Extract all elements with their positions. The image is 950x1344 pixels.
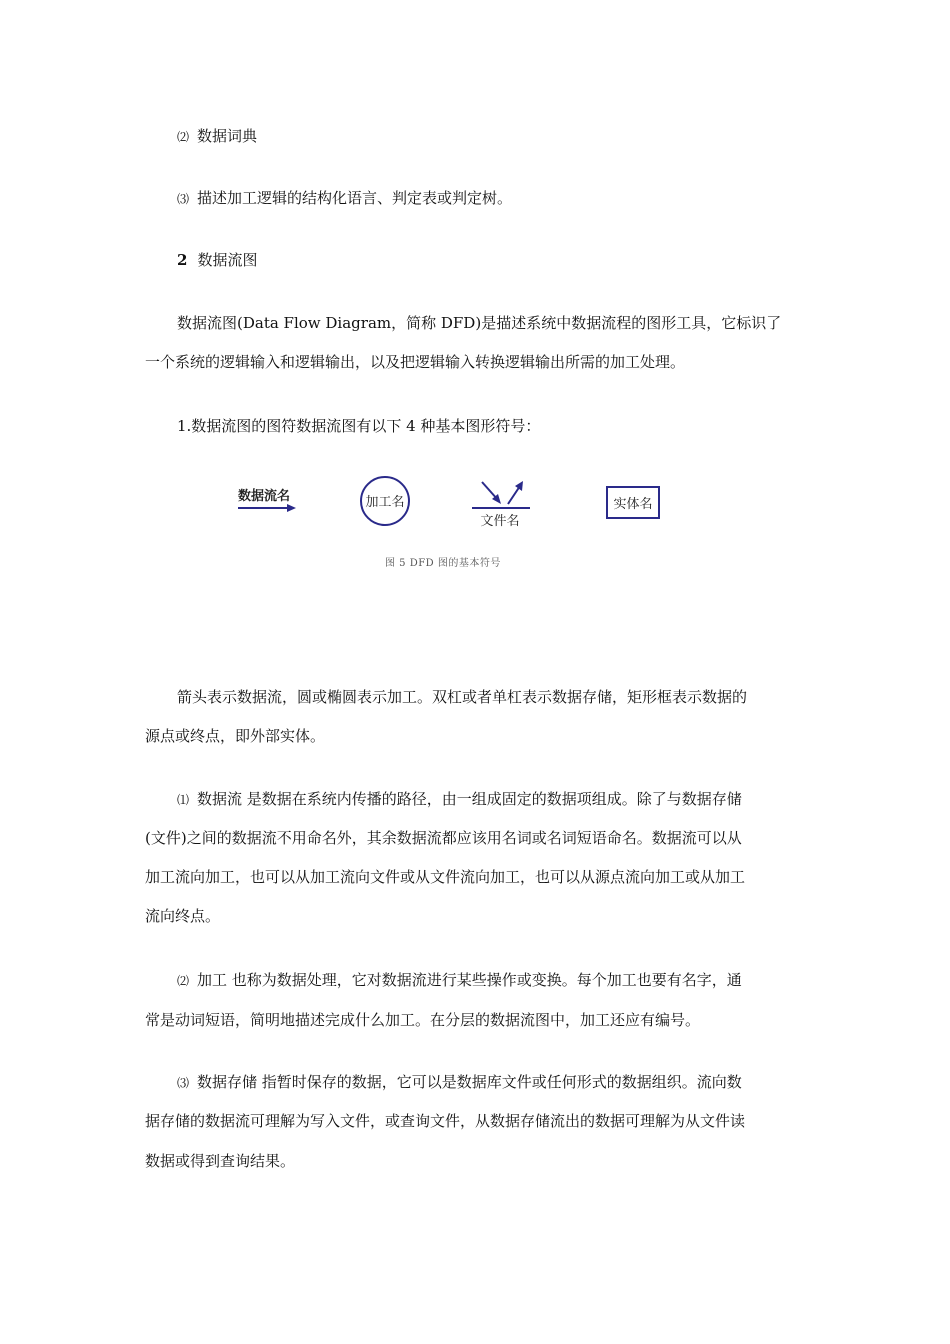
- list-item-text: 描述加工逻辑的结构化语言、判定表或判定树。: [197, 189, 513, 207]
- section-heading: [177, 250, 257, 270]
- file-out-arrow-line: [508, 486, 520, 504]
- intro-line-2: 一个系统的逻辑输入和逻辑输出，以及把逻辑输入转换逻辑输出所需的加工处理。: [145, 353, 686, 371]
- process-label: 加工名: [365, 494, 405, 509]
- explain-line-2: 源点或终点，即外部实体。: [145, 727, 326, 745]
- p2-line-2: 常是动词短语，简明地描述完成什么加工。在分层的数据流图中，加工还应有编号。: [145, 1011, 701, 1029]
- figure-caption: 图 5 DFD 图的基本符号: [385, 558, 501, 569]
- file-label: 文件名: [480, 513, 520, 528]
- p1-text: 数据流 是数据在系统内传播的路径，由一组成固定的数据项组成。除了与数据存储: [197, 790, 742, 808]
- p1-line-2: (文件)之间的数据流不用命名外，其余数据流都应该用名词或名词短语命名。数据流可以从: [145, 829, 742, 847]
- p2-line-1: [177, 970, 742, 991]
- section-number: 2: [177, 251, 188, 269]
- intro-line-1: 数据流图(Data Flow Diagram，简称 DFD)是描述系统中数据流程的图形工具，它标识了: [177, 314, 782, 332]
- list-item-structured-language: [177, 188, 512, 209]
- dataflow-arrowhead: [287, 504, 296, 512]
- dataflow-label: 数据流名: [238, 488, 291, 503]
- explain-line-1: 箭头表示数据流，圆或椭圆表示加工。双杠或者单杠表示数据存储，矩形框表示数据的: [177, 688, 748, 706]
- list-marker: ⑶: [177, 1076, 190, 1090]
- list-marker: ⑵: [177, 974, 190, 988]
- p2-text: 加工 也称为数据处理，它对数据流进行某些操作或变换。每个加工也要有名字，通: [197, 971, 742, 989]
- dfd-symbols-svg: [230, 470, 680, 550]
- p1-line-1: [177, 789, 742, 810]
- symbols-intro: 1.数据流图的图符数据流图有以下 4 种基本图形符号：: [177, 417, 541, 435]
- entity-label: 实体名: [613, 496, 653, 511]
- list-item-text: 数据词典: [197, 127, 258, 145]
- section-title: 数据流图: [197, 251, 258, 269]
- list-marker: ⑶: [177, 192, 190, 206]
- list-marker: ⑵: [177, 130, 190, 144]
- p3-text: 数据存储 指暂时保存的数据，它可以是数据库文件或任何形式的数据组织。流向数: [197, 1073, 742, 1091]
- p3-line-1: [177, 1072, 742, 1093]
- p1-line-4: 流向终点。: [145, 907, 221, 925]
- list-marker: ⑴: [177, 793, 190, 807]
- p3-line-3: 数据或得到查询结果。: [145, 1152, 296, 1170]
- file-out-arrowhead: [515, 481, 523, 491]
- p1-line-3: 加工流向加工，也可以从加工流向文件或从文件流向加工，也可以从源点流向加工或从加工: [145, 868, 746, 886]
- list-item-data-dictionary: [177, 126, 257, 147]
- p3-line-2: 据存储的数据流可理解为写入文件，或查询文件，从数据存储流出的数据可理解为从文件读: [145, 1112, 746, 1130]
